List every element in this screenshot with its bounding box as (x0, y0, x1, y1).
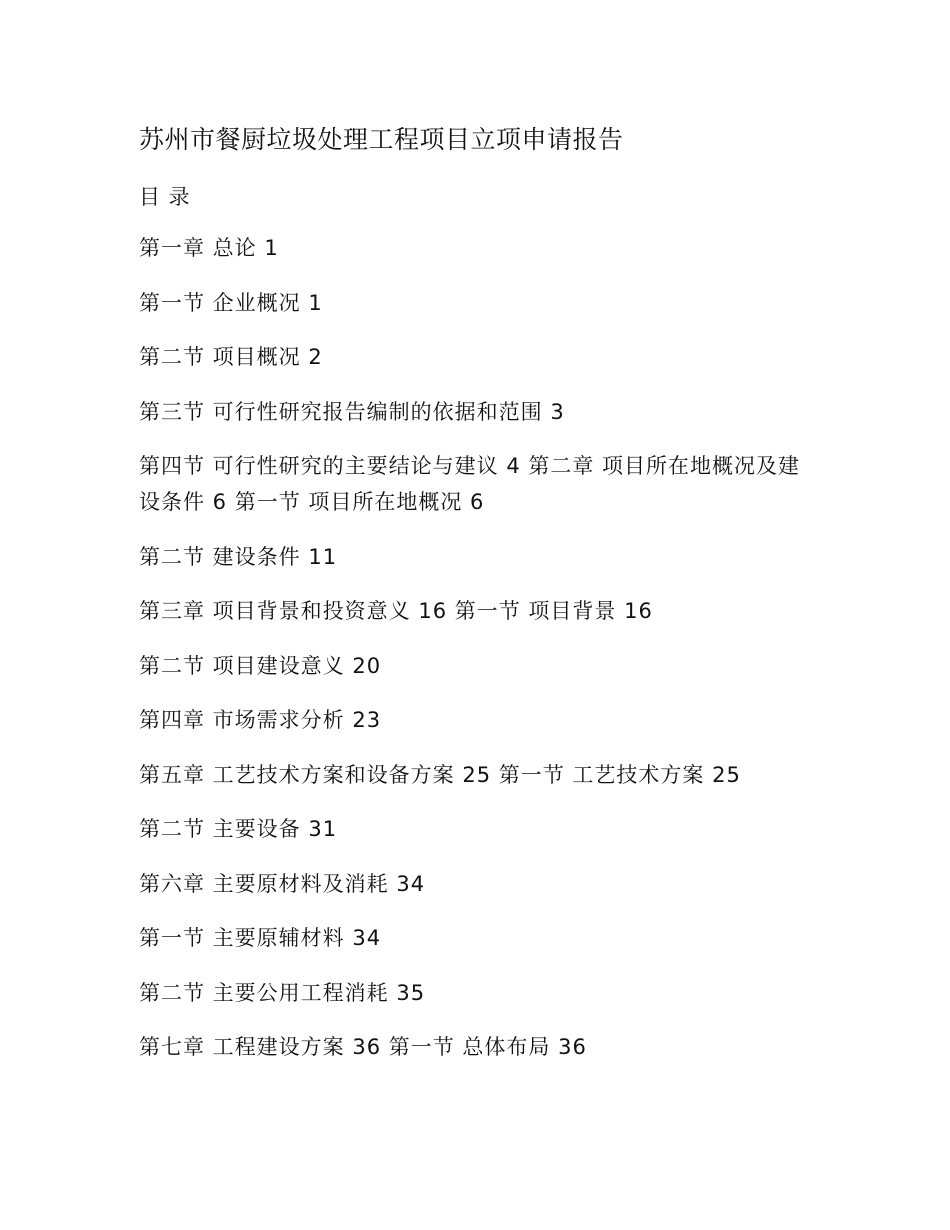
toc-entry: 第六章 主要原材料及消耗 34 (139, 871, 426, 896)
toc-entry: 第一节 主要原辅材料 34 (139, 926, 382, 950)
toc-entry: 第二节 项目概况 2 (139, 345, 323, 369)
table-of-contents (139, 230, 819, 1084)
toc-entry: 第四章 市场需求分析 23 (139, 708, 382, 732)
toc-entry: 第三节 可行性研究报告编制的依据和范围 3 (139, 399, 565, 424)
toc-entry: 第三章 项目背景和投资意义 16 第一节 项目背景 16 (139, 599, 653, 623)
toc-entry: 第四节 可行性研究的主要结论与建议 4 第二章 项目所在地概况及建设条件 6 第一节 项目所在地概况 6 (139, 454, 801, 514)
toc-entry: 第二节 项目建设意义 20 (139, 653, 382, 678)
toc-entry: 第七章 工程建设方案 36 第一节 总体布局 36 (139, 1035, 587, 1059)
toc-entry: 第一节 企业概况 1 (139, 290, 323, 315)
toc-entry: 第一章 总论 1 (139, 236, 279, 260)
toc-heading: 目 录 (139, 185, 191, 209)
toc-entry: 第二节 主要设备 31 (139, 817, 338, 841)
toc-entry: 第五章 工艺技术方案和设备方案 25 第一节 工艺技术方案 25 (139, 762, 741, 787)
toc-entry: 第二节 主要公用工程消耗 35 (139, 980, 426, 1005)
document-title: 苏州市餐厨垃圾处理工程项目立项申请报告 (139, 125, 624, 154)
toc-entry: 第二节 建设条件 11 (139, 544, 338, 569)
